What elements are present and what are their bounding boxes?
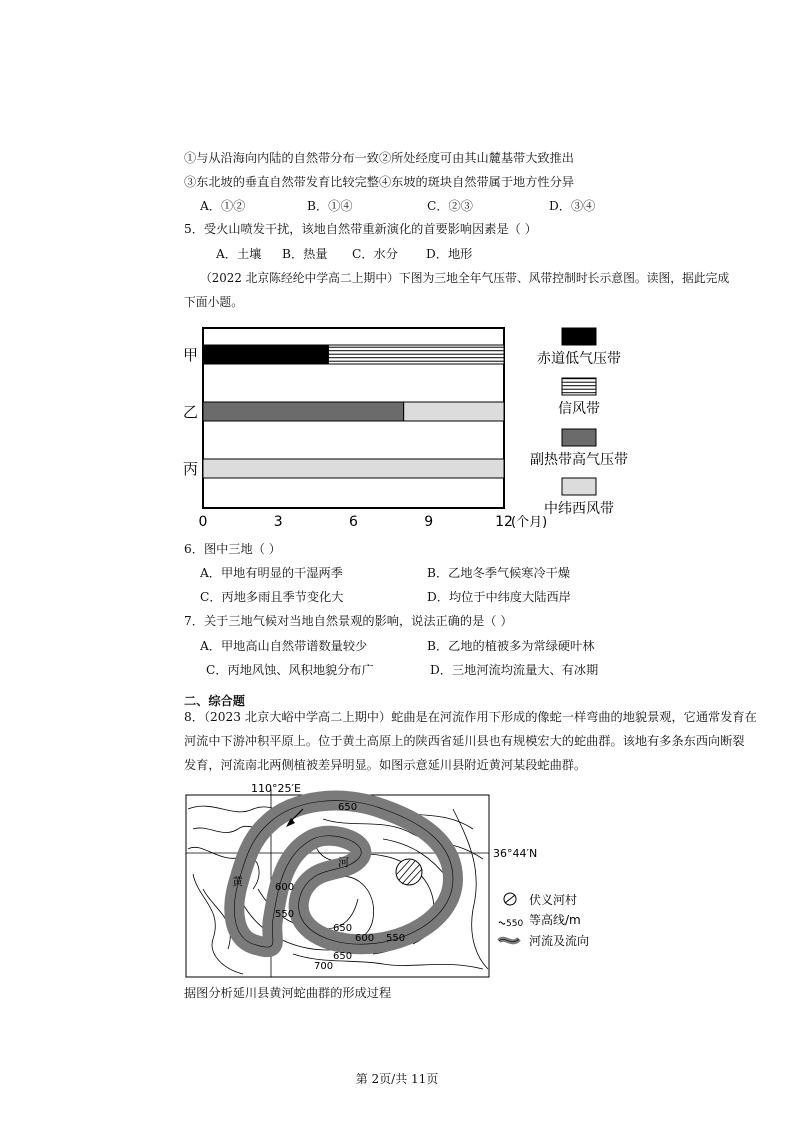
legend-label-1: 赤道低气压带: [537, 351, 621, 367]
q5-stem: 5．受火山喷发干扰，该地自然带重新演化的首要影响因素是（ ）: [184, 222, 537, 236]
contour-label-600b: 600: [355, 933, 375, 944]
q5-choice-b: B．热量: [282, 247, 328, 261]
x-unit-label: (个月): [511, 515, 548, 530]
q6-choice-a: A．甲地有明显的干湿两季: [200, 566, 343, 580]
legend-label-4: 中纬西风带: [544, 501, 614, 517]
legend-contour-label: 等高线/m: [529, 913, 581, 927]
q6-choice-d: D．均位于中纬度大陆西岸: [427, 590, 571, 604]
q4-choice-b: B．①④: [307, 199, 353, 213]
contour-icon: [499, 922, 505, 924]
q5-choice-c: C．水分: [352, 247, 398, 261]
meander-map: [183, 779, 603, 979]
q5-choice-a: A．土壤: [216, 247, 262, 261]
q4-choice-a: A．①②: [200, 199, 246, 213]
q6-choice-b: B．乙地冬季气候寒冷干燥: [427, 566, 571, 580]
legend-river-label: 河流及流向: [529, 934, 590, 948]
chart-svg: [175, 318, 645, 533]
q6-choice-c: C．丙地多雨且季节变化大: [200, 590, 344, 604]
q8-line1: 8．（2023 北京大峪中学高二上期中）蛇曲是在河流作用下形成的像蛇一样弯曲的地貌景观，它通常发育在: [184, 710, 757, 724]
river-char-2: 河: [338, 856, 349, 869]
page-footer: 第 2页/共 11页: [355, 1072, 439, 1086]
q5-choice-d: D．地形: [426, 247, 473, 261]
x-tick-0: 0: [198, 514, 208, 530]
latitude-label: 36°44′N: [493, 847, 538, 860]
bar-乙-series-3: [203, 402, 404, 421]
bar-丙-series-4: [203, 459, 504, 478]
intro-line2: 下面小题。: [184, 295, 243, 309]
q7-choice-d: D．三地河流均流量大、有冰期: [430, 663, 599, 677]
q7-choice-b: B．乙地的植被多为常绿硬叶林: [427, 639, 595, 653]
contour-label-650c: 650: [333, 951, 353, 962]
legend-label-2: 信风带: [558, 401, 600, 417]
bar-甲-series-1: [203, 345, 328, 364]
legend-label-3: 副热带高气压带: [530, 452, 628, 468]
contour-label-550a: 550: [275, 909, 295, 920]
bar-甲-series-2: [328, 345, 504, 364]
river-char-1: 黄: [232, 875, 243, 888]
q4-statement-line1: ①与从沿海向内陆的自然带分布一致②所处经度可由其山麓基带大致推出: [184, 151, 574, 165]
legend-swatch-3: [562, 429, 596, 446]
map-svg: [183, 779, 603, 979]
section-heading: 二、综合题: [184, 694, 245, 708]
contour-label-600a: 600: [275, 882, 295, 893]
legend-contour-sample: 550: [506, 919, 524, 929]
category-label-2: 乙: [183, 403, 199, 421]
category-label-1: 甲: [183, 346, 199, 364]
q4-choice-d: D．③④: [549, 199, 596, 213]
q8-line3: 发育，河流南北两侧植被差异明显。如图示意延川县附近黄河某段蛇曲群。: [184, 758, 587, 772]
q8-line2: 河流中下游冲积平原上。位于黄土高原上的陕西省延川县也有规模宏大的蛇曲群。该地有多条东西向断裂: [184, 734, 745, 748]
pressure-belt-chart: [175, 318, 645, 533]
contour-label-650b: 650: [333, 923, 353, 934]
contour-label-700: 700: [314, 961, 334, 972]
q4-choice-c: C．②③: [427, 199, 473, 213]
x-tick-12: 12: [495, 514, 513, 530]
category-label-3: 丙: [183, 460, 199, 478]
legend-swatch-1: [562, 328, 596, 345]
intro-line1: （2022 北京陈经纶中学高二上期中）下图为三地全年气压带、风带控制时长示意图。读图，据此完成: [200, 271, 730, 285]
contour-label-550b: 550: [386, 933, 406, 944]
x-tick-6: 6: [349, 514, 358, 530]
q8-question: 据图分析延川县黄河蛇曲群的形成过程: [184, 986, 392, 1000]
legend-swatch-2: [562, 378, 596, 395]
x-tick-9: 9: [424, 514, 434, 530]
x-tick-3: 3: [273, 514, 283, 530]
bar-乙-series-4: [404, 402, 504, 421]
legend-village-label: 伏义河村: [529, 893, 578, 907]
q7-choice-c: C．丙地风蚀、风积地貌分布广: [206, 663, 374, 677]
legend-swatch-4: [562, 478, 596, 495]
longitude-label: 110°25′E: [251, 782, 301, 795]
q7-stem: 7．关于三地气候对当地自然景观的影响，说法正确的是（ ）: [184, 614, 513, 628]
q6-stem: 6．图中三地（ ）: [184, 542, 281, 556]
q7-choice-a: A．甲地高山自然带谱数量较少: [200, 639, 368, 653]
village-marker: [396, 859, 422, 885]
map-legend: [499, 892, 589, 948]
contour-label-650a: 650: [338, 802, 358, 813]
q4-statement-line2: ③东北坡的垂直自然带发育比较完整④东坡的斑块自然带属于地方性分异: [184, 175, 574, 189]
